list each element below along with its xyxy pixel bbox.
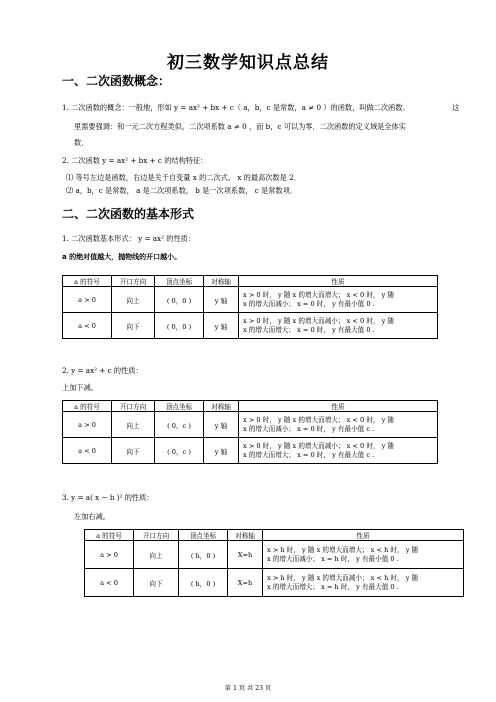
table-row — [63, 438, 438, 464]
cell-axis: y 轴 — [204, 313, 239, 339]
cell-direction: 向下 — [134, 569, 179, 597]
cell-direction: 向上 — [134, 541, 179, 569]
property-line-2: x 的增大而增大； x = 0 时， y 有最大值 c . — [243, 450, 375, 459]
cell-sign: a < 0 — [63, 313, 112, 339]
property-line-1: x > 0 时， y 随 x 的增大而增大； x < 0 时， y 随 — [243, 290, 395, 299]
page-title: 初三数学知识点总结 — [167, 53, 329, 73]
header-axis: 对称轴 — [228, 530, 263, 541]
property-line-1: x > 0 时， y 随 x 的增大而减小； x < 0 时， y 随 — [243, 316, 395, 325]
cell-property — [239, 287, 438, 313]
section-heading-basic-forms: 二、二次函数的基本形式 — [62, 207, 195, 221]
page-footer: 第 1 页 共 23 页 — [224, 685, 272, 692]
header-vertex: 顶点坐标 — [179, 530, 228, 541]
cell-sign: a < 0 — [63, 438, 112, 464]
cell-sign: a > 0 — [63, 287, 112, 313]
subsection-1-title: 1. 二次函数基本形式： y = ax² 的性质： — [62, 234, 196, 243]
property-line-2: x 的增大而减小； x = 0 时， y 有最小值 0 . — [243, 299, 375, 308]
header-axis: 对称轴 — [204, 401, 239, 412]
cell-axis: X=h — [228, 569, 263, 597]
header-property: 性质 — [239, 276, 438, 287]
subsection-1-note: a 的绝对值越大，抛物线的开口越小。 — [62, 253, 182, 261]
cell-axis: X=h — [228, 541, 263, 569]
subsection-3-title: 3. y = a( x − h )² 的性质： — [62, 493, 154, 502]
paragraph-definition-zhe: 这 — [452, 103, 460, 112]
property-line-2: x 的增大而减小； x = h 时， y 有最小值 0 . — [267, 554, 399, 563]
section-heading-concept: 一、二次函数概念： — [62, 74, 171, 88]
table-form-1 — [62, 275, 438, 339]
cell-vertex: ( 0，0 ) — [155, 313, 204, 339]
header-direction: 开口方向 — [112, 401, 155, 412]
cell-sign: a < 0 — [85, 569, 134, 597]
cell-axis: y 轴 — [204, 287, 239, 313]
cell-direction: 向上 — [112, 412, 155, 438]
table-row — [85, 569, 464, 597]
cell-property — [263, 569, 464, 597]
header-sign: a 的符号 — [85, 530, 134, 541]
cell-property — [263, 541, 464, 569]
structure-item-1: ⑴ 等号左边是函数，右边是关于自变量 x 的二次式， x 的最高次数是 2． — [66, 173, 301, 182]
cell-direction: 向下 — [112, 438, 155, 464]
subsection-2-title: 2. y = ax² + c 的性质： — [62, 366, 143, 375]
table-header-row — [63, 401, 438, 412]
cell-property — [239, 438, 438, 464]
cell-property — [239, 412, 438, 438]
property-line-1: x > 0 时， y 随 x 的增大而减小； x < 0 时， y 随 — [243, 441, 395, 450]
property-line-1: x > h 时， y 随 x 的增大而增大； x < h 时， y 随 — [267, 545, 419, 554]
cell-direction: 向下 — [112, 313, 155, 339]
cell-sign: a > 0 — [63, 412, 112, 438]
table-form-2 — [62, 400, 438, 464]
table-row — [85, 541, 464, 569]
paragraph-structure: 2. 二次函数 y = ax² + bx + c 的结构特征： — [62, 156, 208, 165]
header-vertex: 顶点坐标 — [155, 276, 204, 287]
subsection-2-note: 上加下减。 — [62, 383, 98, 392]
header-vertex: 顶点坐标 — [155, 401, 204, 412]
subsection-3-note: 左加右减。 — [74, 512, 110, 521]
property-line-1: x > 0 时， y 随 x 的增大而增大； x < 0 时， y 随 — [243, 415, 395, 424]
property-line-2: x 的增大而减小； x = 0 时， y 有最小值 c . — [243, 424, 375, 433]
paragraph-definition-line1: 1. 二次函数的概念：一般地，形如 y = ax² + bx + c（ a，b，c 是常数，a ≠ 0 ）的函数，叫做二次函数。 — [62, 103, 410, 112]
header-sign: a 的符号 — [63, 276, 112, 287]
header-direction: 开口方向 — [112, 276, 155, 287]
table-form-3 — [84, 529, 464, 597]
table-header-row — [85, 530, 464, 541]
table-row — [63, 313, 438, 339]
header-direction: 开口方向 — [134, 530, 179, 541]
structure-item-2: ⑵ a，b，c 是常数， a 是二次项系数， b 是一次项系数， c 是常数项． — [66, 186, 297, 195]
property-line-2: x 的增大而增大； x = h 时， y 有最大值 0 . — [267, 582, 399, 591]
header-sign: a 的符号 — [63, 401, 112, 412]
table-row — [63, 287, 438, 313]
header-axis: 对称轴 — [204, 276, 239, 287]
property-line-1: x > h 时， y 随 x 的增大而减小； x < h 时， y 随 — [267, 573, 419, 582]
cell-vertex: ( h，0 ) — [179, 569, 228, 597]
table-row — [63, 412, 438, 438]
paragraph-definition-line3: 数． — [74, 138, 89, 147]
cell-vertex: ( 0，0 ) — [155, 287, 204, 313]
header-property: 性质 — [263, 530, 464, 541]
header-property: 性质 — [239, 401, 438, 412]
property-line-2: x 的增大而增大； x = 0 时， y 有最大值 0 . — [243, 325, 375, 334]
cell-property — [239, 313, 438, 339]
table-header-row — [63, 276, 438, 287]
cell-axis: y 轴 — [204, 412, 239, 438]
cell-vertex: ( h，0 ) — [179, 541, 228, 569]
cell-sign: a > 0 — [85, 541, 134, 569]
cell-direction: 向上 — [112, 287, 155, 313]
cell-axis: y 轴 — [204, 438, 239, 464]
cell-vertex: ( 0，c ) — [155, 412, 204, 438]
paragraph-definition-line2: 里需要强调：和一元二次方程类似，二次项系数 a ≠ 0 ，而 b，c 可以为零．二次函数的定义域是全体实 — [74, 122, 406, 131]
cell-vertex: ( 0，c ) — [155, 438, 204, 464]
